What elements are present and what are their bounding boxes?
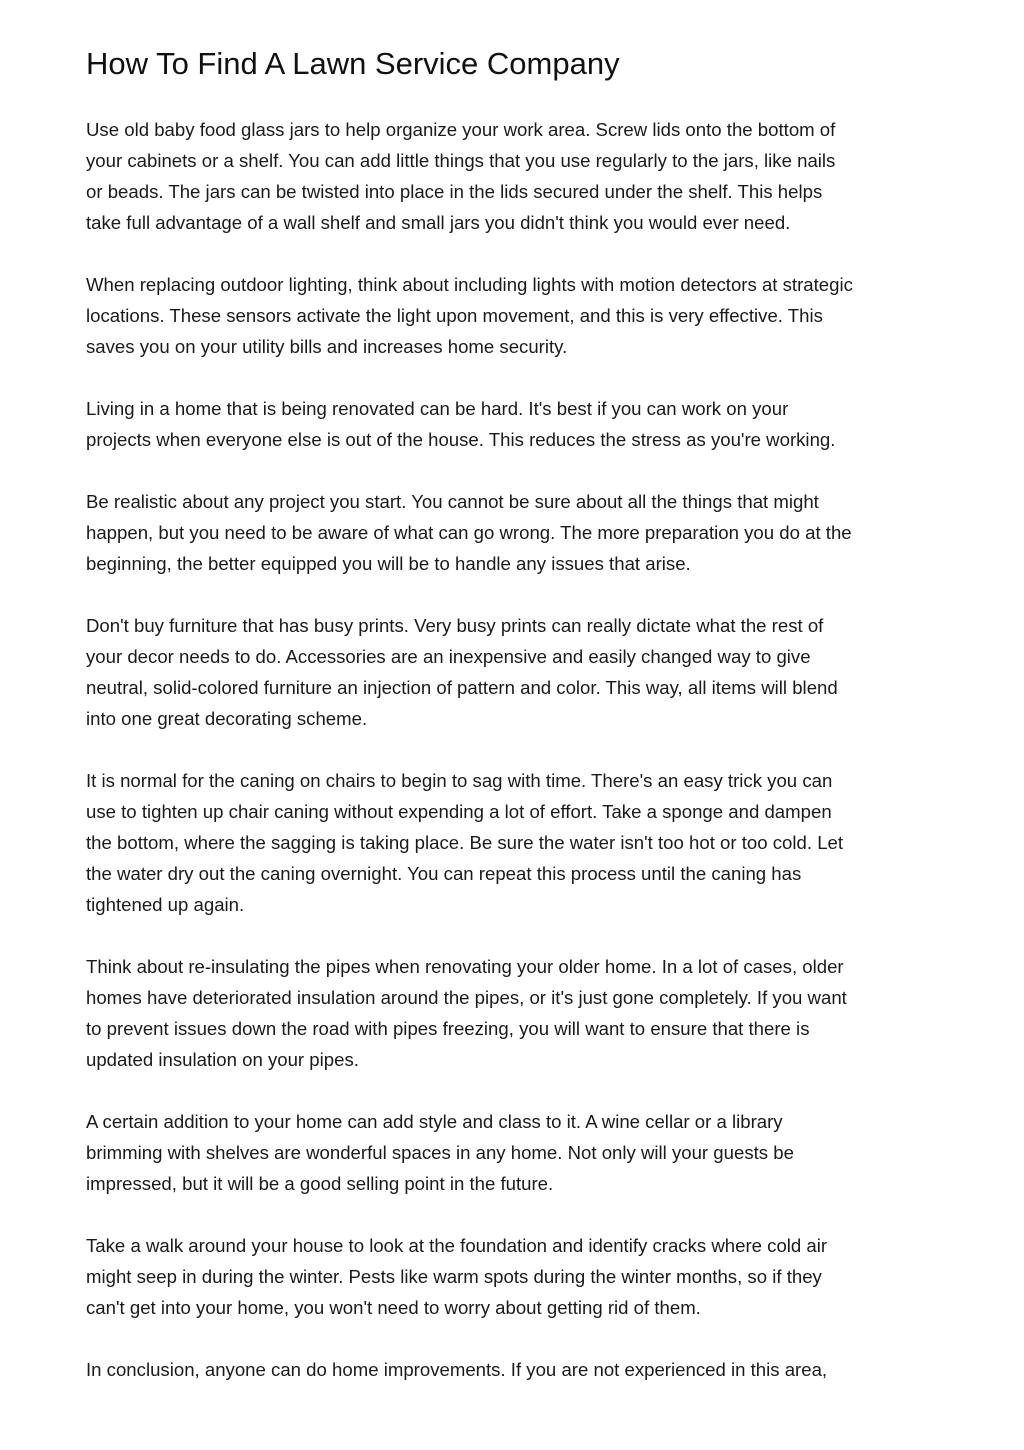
paragraph-line: the water dry out the caning overnight. You can repeat this process until the caning has: [86, 863, 802, 884]
paragraph-line: updated insulation on your pipes.: [86, 1049, 359, 1070]
paragraph-line: Don't buy furniture that has busy prints. Very busy prints can really dictate what the rest of: [86, 615, 824, 636]
paragraph-line: Be realistic about any project you start. You cannot be sure about all the things that might: [86, 491, 819, 512]
paragraph: [86, 393, 966, 455]
paragraph: [86, 1354, 966, 1385]
paragraph-line: Use old baby food glass jars to help organize your work area. Screw lids onto the bottom of: [86, 119, 836, 140]
paragraph-line: your cabinets or a shelf. You can add little things that you use regularly to the jars, like nails: [86, 150, 836, 171]
paragraph-line: A certain addition to your home can add style and class to it. A wine cellar or a library: [86, 1111, 783, 1132]
paragraph-line: to prevent issues down the road with pipes freezing, you will want to ensure that there is: [86, 1018, 810, 1039]
paragraph-line: locations. These sensors activate the light upon movement, and this is very effective. This: [86, 305, 823, 326]
paragraph-line: take full advantage of a wall shelf and small jars you didn't think you would ever need.: [86, 212, 791, 233]
paragraph-line: projects when everyone else is out of the house. This reduces the stress as you're working.: [86, 429, 836, 450]
paragraph-line: saves you on your utility bills and increases home security.: [86, 336, 568, 357]
paragraph-line: It is normal for the caning on chairs to begin to sag with time. There's an easy trick you can: [86, 770, 833, 791]
paragraph-line: your decor needs to do. Accessories are an inexpensive and easily changed way to give: [86, 646, 811, 667]
paragraph-line: neutral, solid-colored furniture an injection of pattern and color. This way, all items will blend: [86, 677, 838, 698]
paragraph-line: or beads. The jars can be twisted into place in the lids secured under the shelf. This helps: [86, 181, 823, 202]
paragraph-line: happen, but you need to be aware of what can go wrong. The more preparation you do at the: [86, 522, 852, 543]
paragraph-line: use to tighten up chair caning without expending a lot of effort. Take a sponge and dampen: [86, 801, 832, 822]
paragraph: [86, 1106, 966, 1199]
paragraph-line: impressed, but it will be a good selling point in the future.: [86, 1173, 554, 1194]
paragraph: [86, 765, 966, 920]
paragraph-line: the bottom, where the sagging is taking place. Be sure the water isn't too hot or too cold. Let: [86, 832, 844, 853]
document-title: How To Find A Lawn Service Company: [86, 46, 620, 81]
paragraph: [86, 114, 966, 238]
paragraph-line: might seep in during the winter. Pests like warm spots during the winter months, so if they: [86, 1266, 822, 1287]
paragraph: [86, 951, 966, 1075]
paragraph-line: Living in a home that is being renovated can be hard. It's best if you can work on your: [86, 398, 789, 419]
paragraph-line: In conclusion, anyone can do home improvements. If you are not experienced in this area,: [86, 1359, 828, 1380]
paragraph-line: homes have deteriorated insulation around the pipes, or it's just gone completely. If you want: [86, 987, 847, 1008]
paragraph-line: When replacing outdoor lighting, think about including lights with motion detectors at strategic: [86, 274, 853, 295]
paragraph-line: Think about re-insulating the pipes when renovating your older home. In a lot of cases, older: [86, 956, 844, 977]
paragraph-line: tightened up again.: [86, 894, 245, 915]
paragraph-line: brimming with shelves are wonderful spaces in any home. Not only will your guests be: [86, 1142, 794, 1163]
document-body: [86, 114, 966, 1416]
paragraph-line: can't get into your home, you won't need to worry about getting rid of them.: [86, 1297, 701, 1318]
paragraph-line: beginning, the better equipped you will be to handle any issues that arise.: [86, 553, 691, 574]
paragraph: [86, 610, 966, 734]
paragraph: [86, 1230, 966, 1323]
paragraph: [86, 269, 966, 362]
paragraph-line: into one great decorating scheme.: [86, 708, 368, 729]
paragraph-line: Take a walk around your house to look at the foundation and identify cracks where cold air: [86, 1235, 828, 1256]
paragraph: [86, 486, 966, 579]
